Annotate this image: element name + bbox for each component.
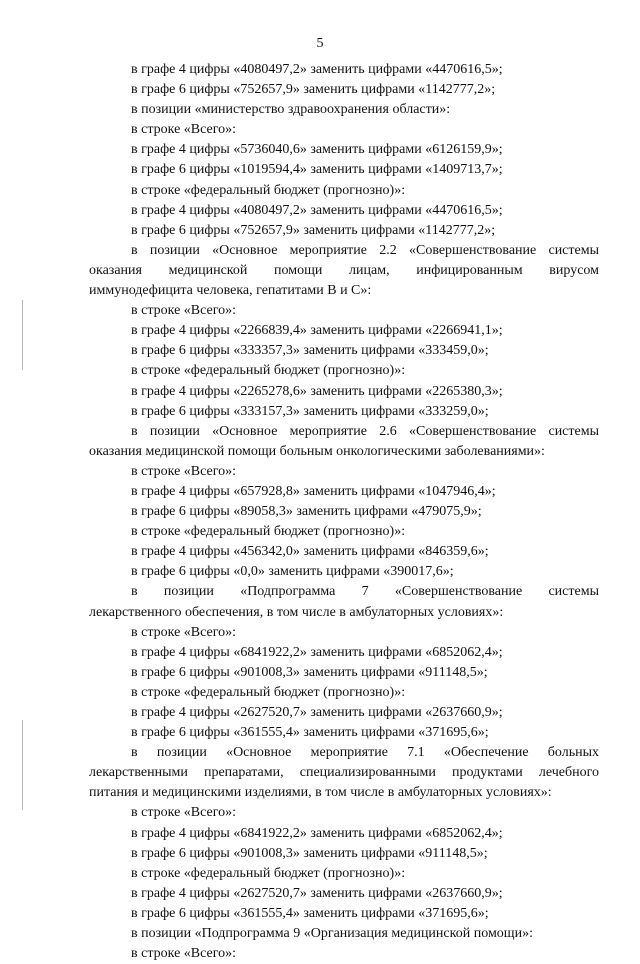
paragraph-line: иммунодефицита человека, гепатитами В и С»: — [89, 283, 372, 299]
text-line: в графе 6 цифры «0,0» заменить цифрами «390017,6»; — [131, 564, 454, 580]
text-line: в графе 6 цифры «89058,3» заменить цифрами «479075,9»; — [131, 504, 482, 520]
paragraph-line: питания и медицинскими изделиями, в том числе в амбулаторных условиях»: — [89, 785, 552, 801]
text-line: в строке «Всего»: — [131, 122, 236, 138]
text-line: в строке «федеральный бюджет (прогнозно)»: — [131, 182, 406, 198]
text-line: в графе 6 цифры «361555,4» заменить цифрами «371695,6»; — [131, 905, 489, 921]
text-line: в строке «федеральный бюджет (прогнозно)»: — [131, 363, 406, 379]
paragraph-line: оказания медицинской помощи лицам, инфицированным вирусом — [89, 262, 599, 278]
text-line: в графе 6 цифры «361555,4» заменить цифрами «371695,6»; — [131, 725, 489, 741]
text-line: в графе 6 цифры «333157,3» заменить цифрами «333259,0»; — [131, 403, 489, 419]
document-body — [89, 60, 599, 964]
text-line: в строке «Всего»: — [131, 624, 236, 640]
text-line: в строке «Всего»: — [131, 463, 236, 479]
paragraph-line: в позиции «Основное мероприятие 2.2 «Совершенствование системы — [131, 242, 599, 258]
text-line: в строке «Всего»: — [131, 946, 236, 962]
paragraph-line: лекарственными препаратами, специализированными продуктами лечебного — [89, 765, 599, 781]
page-number: 5 — [316, 36, 324, 51]
text-line: в строке «федеральный бюджет (прогнозно)»: — [131, 524, 406, 540]
text-line: в графе 6 цифры «333357,3» заменить цифрами «333459,0»; — [131, 343, 489, 359]
text-line: в графе 4 цифры «2265278,6» заменить цифрами «2265380,3»; — [131, 383, 503, 399]
paragraph-line: лекарственного обеспечения, в том числе в амбулаторных условиях»: — [89, 604, 504, 620]
text-line: в графе 6 цифры «1019594,4» заменить цифрами «1409713,7»; — [131, 162, 503, 178]
text-line: в графе 6 цифры «752657,9» заменить цифрами «1142777,2»; — [131, 82, 496, 98]
scan-margin-mark — [22, 300, 23, 370]
text-line: в графе 6 цифры «901008,3» заменить цифрами «911148,5»; — [131, 664, 488, 680]
text-line: в графе 4 цифры «456342,0» заменить цифрами «846359,6»; — [131, 544, 489, 560]
text-line: в графе 4 цифры «4080497,2» заменить цифрами «4470616,5»; — [131, 62, 503, 77]
text-line: в позиции «министерство здравоохранения области»: — [131, 102, 451, 118]
paragraph-line: оказания медицинской помощи больным онкологическими заболеваниями»: — [89, 443, 545, 459]
paragraph-line: в позиции «Основное мероприятие 2.6 «Совершенствование системы — [131, 423, 599, 439]
text-line: в графе 4 цифры «5736040,6» заменить цифрами «6126159,9»; — [131, 142, 503, 158]
text-line: в графе 4 цифры «2627520,7» заменить цифрами «2637660,9»; — [131, 885, 503, 901]
text-line: в графе 6 цифры «901008,3» заменить цифрами «911148,5»; — [131, 845, 488, 861]
text-line: в строке «федеральный бюджет (прогнозно)»: — [131, 684, 406, 700]
paragraph-line: в позиции «Основное мероприятие 7.1 «Обеспечение больных — [131, 745, 599, 761]
text-line: в графе 4 цифры «2266839,4» заменить цифрами «2266941,1»; — [131, 323, 503, 339]
text-line: в графе 6 цифры «752657,9» заменить цифрами «1142777,2»; — [131, 222, 496, 238]
text-line: в графе 4 цифры «2627520,7» заменить цифрами «2637660,9»; — [131, 705, 503, 720]
paragraph-line: в позиции «Подпрограмма 7 «Совершенствование системы — [131, 584, 599, 600]
text-line: в графе 4 цифры «657928,8» заменить цифрами «1047946,4»; — [131, 483, 496, 499]
text-line: в строке «федеральный бюджет (прогнозно)»: — [131, 865, 406, 881]
text-line: в графе 4 цифры «4080497,2» заменить цифрами «4470616,5»; — [131, 202, 503, 218]
text-line: в позиции «Подпрограмма 9 «Организация медицинской помощи»: — [131, 926, 533, 942]
text-line: в строке «Всего»: — [131, 805, 236, 821]
text-line: в графе 4 цифры «6841922,2» заменить цифрами «6852062,4»; — [131, 825, 503, 841]
scan-margin-mark — [22, 720, 23, 810]
text-line: в графе 4 цифры «6841922,2» заменить цифрами «6852062,4»; — [131, 644, 503, 660]
text-line: в строке «Всего»: — [131, 303, 236, 319]
